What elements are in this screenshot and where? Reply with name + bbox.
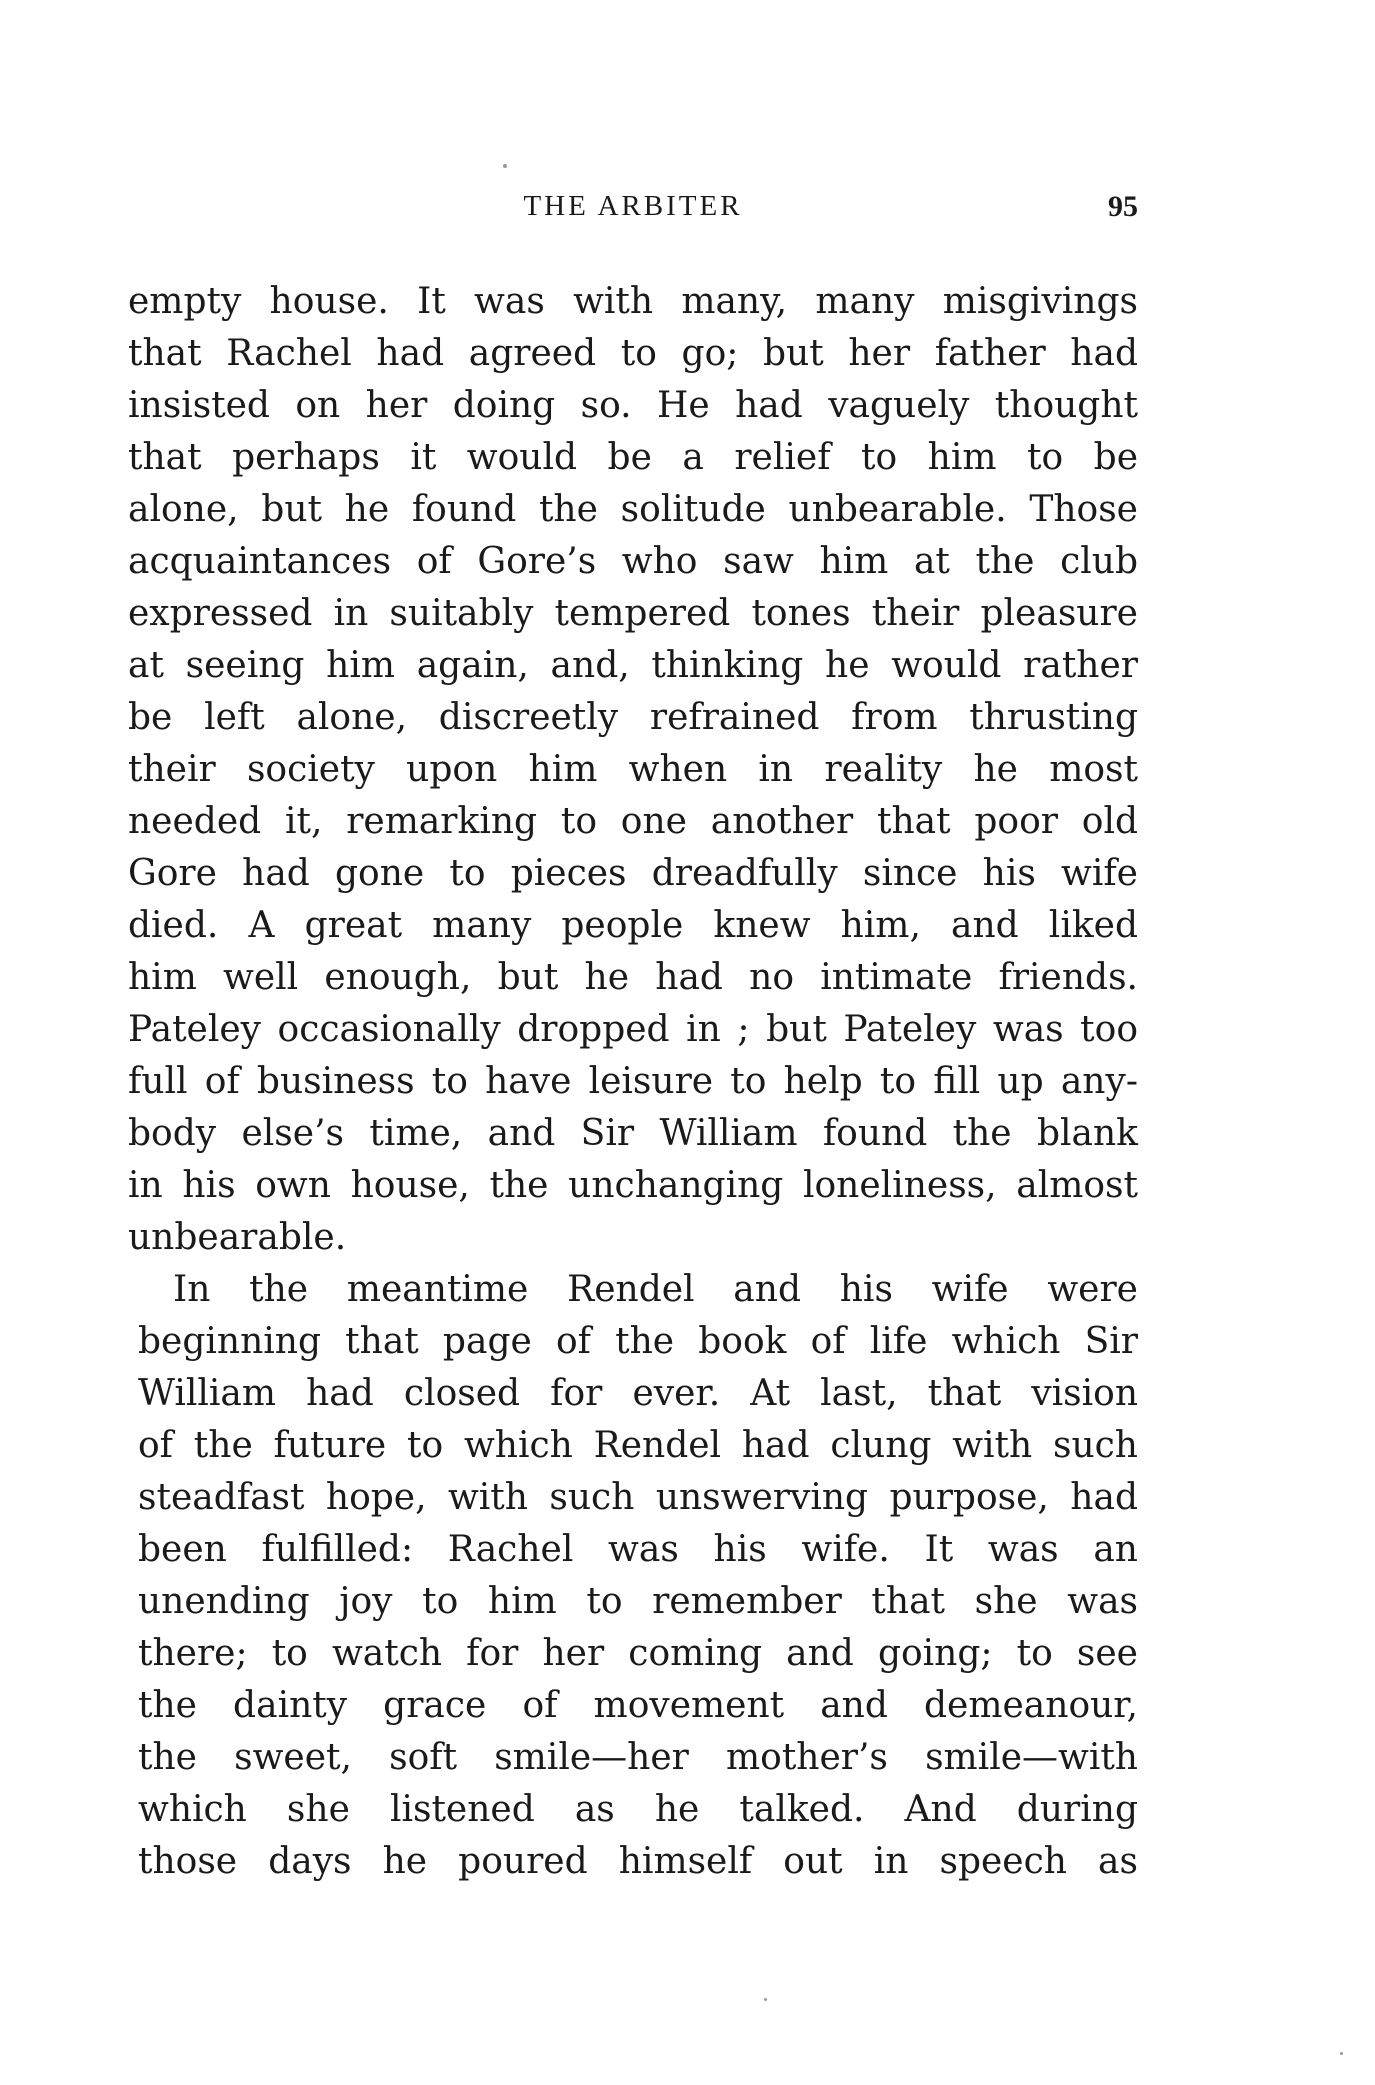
- text-line: insisted on her doing so. He had vaguely thought: [128, 385, 1138, 426]
- text-line: that perhaps it would be a relief to him to be: [128, 437, 1138, 478]
- body-text: [128, 276, 1138, 1888]
- text-line: steadfast hope, with such unswerving purpose, had: [138, 1477, 1138, 1518]
- text-line: the dainty grace of movement and demeanour,: [138, 1685, 1138, 1726]
- paragraph-end-line: unbearable.: [128, 1217, 347, 1258]
- text-line: Gore had gone to pieces dreadfully since his wife: [128, 853, 1138, 894]
- text-line: Pateley occasionally dropped in ; but Pateley was too: [128, 1009, 1138, 1050]
- text-line: died. A great many people knew him, and liked: [128, 905, 1138, 946]
- scan-speck: [503, 164, 507, 168]
- text-line: unending joy to him to remember that she was: [138, 1581, 1138, 1622]
- text-line: been fulfilled: Rachel was his wife. It was an: [138, 1529, 1138, 1570]
- text-line: their society upon him when in reality he most: [128, 749, 1138, 790]
- text-line: expressed in suitably tempered tones their pleasure: [128, 593, 1138, 634]
- paragraph-start-line: In the meantime Rendel and his wife were: [173, 1269, 1138, 1310]
- text-line: of the future to which Rendel had clung with such: [138, 1425, 1138, 1466]
- text-line: beginning that page of the book of life which Sir: [138, 1321, 1138, 1362]
- scan-speck: [764, 1998, 767, 2001]
- text-line: there; to watch for her coming and going; to see: [138, 1633, 1138, 1674]
- text-line: William had closed for ever. At last, that vision: [138, 1373, 1138, 1414]
- text-line: full of business to have leisure to help to fill up any-: [128, 1061, 1138, 1102]
- text-line: acquaintances of Gore’s who saw him at the club: [128, 541, 1138, 582]
- text-line: those days he poured himself out in speech as: [138, 1841, 1138, 1882]
- scan-speck: [1340, 2052, 1343, 2055]
- text-line: empty house. It was with many, many misgivings: [128, 281, 1138, 322]
- text-line: which she listened as he talked. And during: [138, 1789, 1138, 1830]
- page-number: 95: [1108, 190, 1138, 223]
- text-line: be left alone, discreetly refrained from thrusting: [128, 697, 1138, 738]
- text-line: that Rachel had agreed to go; but her father had: [128, 333, 1138, 374]
- text-line: in his own house, the unchanging loneliness, almost: [128, 1165, 1138, 1206]
- text-line: the sweet, soft smile—her mother’s smile—with: [138, 1737, 1138, 1778]
- running-head: [128, 190, 1138, 230]
- text-line: body else’s time, and Sir William found the blank: [128, 1113, 1138, 1154]
- text-line: him well enough, but he had no intimate friends.: [128, 957, 1138, 998]
- text-line: at seeing him again, and, thinking he would rather: [128, 645, 1138, 686]
- text-line: needed it, remarking to one another that poor old: [128, 801, 1138, 842]
- text-line: alone, but he found the solitude unbearable. Those: [128, 489, 1138, 530]
- running-title: THE ARBITER: [523, 190, 743, 222]
